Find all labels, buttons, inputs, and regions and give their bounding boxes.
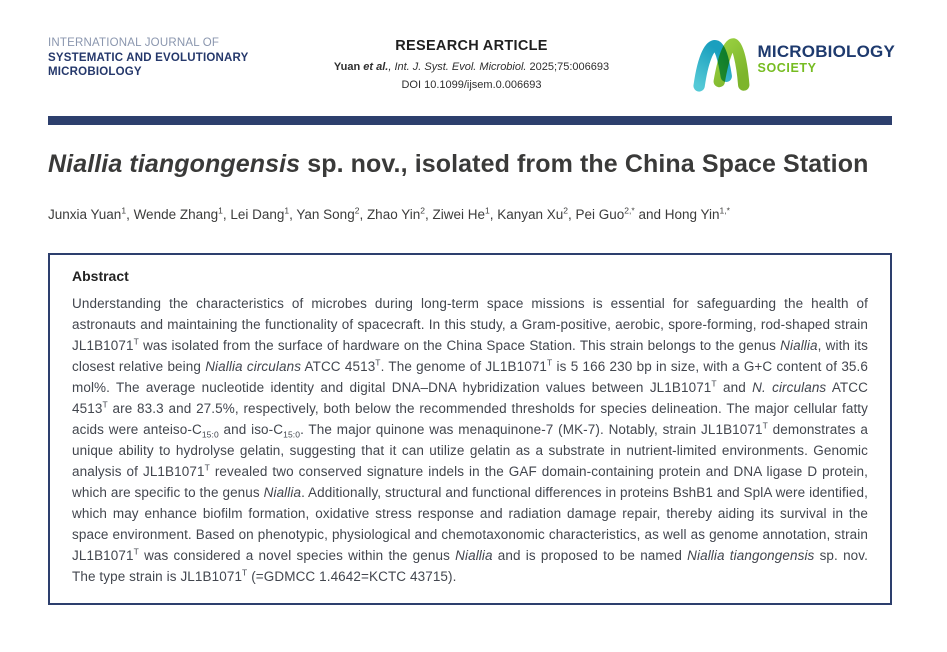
citation-line: Yuan et al., Int. J. Syst. Evol. Microbiol. 2025;75:006693	[333, 61, 610, 73]
divider-rule	[48, 116, 892, 125]
doi-line: DOI 10.1099/ijsem.0.006693	[401, 79, 542, 91]
journal-name-line3: MICROBIOLOGY	[48, 66, 142, 78]
logo-text	[758, 36, 895, 75]
authors-line: Junxia Yuan$^1$, Wende Zhang$^1$, Lei Dang$^1$, Yan Song$^2$, Zhao Yin$^2$, Ziwei He$^1$, Kanyan Xu$^2$, Pei Guo$^{2,*}$ and Hong Yin$^{1,*}$	[48, 205, 730, 222]
article-type-label: RESEARCH ARTICLE	[395, 38, 548, 54]
logo-wordmark: MICROBIOLOGY	[757, 42, 895, 61]
journal-name-line2: SYSTEMATIC AND EVOLUTIONARY	[48, 51, 249, 64]
microbiology-society-m-icon	[691, 36, 751, 92]
abstract-box	[48, 253, 892, 605]
logo-society-label: SOCIETY	[757, 61, 817, 75]
journal-name	[48, 36, 334, 80]
microbiology-society-logo	[691, 36, 895, 92]
citation-block	[334, 36, 609, 93]
article-title: Niallia tiangongensis sp. nov., isolated from the China Space Station	[48, 150, 869, 178]
abstract-text: Understanding the characteristics of microbes during long-term space missions is essential for safeguarding the health of astronauts and maintaining the functionality of spacecraft. In this study, a Gram-positive, aerobic, spore-forming, rod-shaped strain $JL1B1071^T$ was isolated from the surface of hardware on the China Space Station. This strain belongs to the genus Niallia, with its closest relative being Niallia circulans ATCC $4513^T$. The genome of $JL1B1071^T$ is 5 166 230 bp in size, with a G+C content of 35.6 mol%. The average nucleotide identity and digital DNA–DNA hybridization values between $JL1B1071^T$ and N. circulans ATCC $4513^T$ are 83.3 and 27.5%, respectively, both below the recommended thresholds for species delineation. The major cellular fatty acids were anteiso-$C_{15:0}$ and iso-$C_{15:0}$. The major quinone was menaquinone-7 (MK-7). Notably, strain $JL1B1071^T$ demonstrates a unique ability to hydrolyse gelatin, suggesting that it can utilize gelatin as a substrate in nutrient-limited environments. Genomic analysis of $JL1B1071^T$ revealed two conserved signature indels in the GAF domain-containing protein and DNA ligase D protein, which are specific to the genus Niallia. Additionally, structural and functional differences in proteins BshB1 and SplA were identified, which may enhance biofilm formation, oxidative stress response and radiation damage repair, thereby aiding its survival in the space environment. Based on phenotypic, physiological and chemotaxonomic characteristics, as well as genome annotation, strain $JL1B1071^T$ was considered a novel species within the genus Niallia and is proposed to be named Niallia tiangongensis sp. nov. The type strain is $JL1B1071^T$ (=GDMCC 1.4642=KCTC 43715).	[72, 296, 869, 584]
masthead	[0, 0, 947, 93]
journal-name-line1: INTERNATIONAL JOURNAL OF	[48, 37, 220, 49]
abstract-heading: Abstract	[72, 268, 129, 284]
